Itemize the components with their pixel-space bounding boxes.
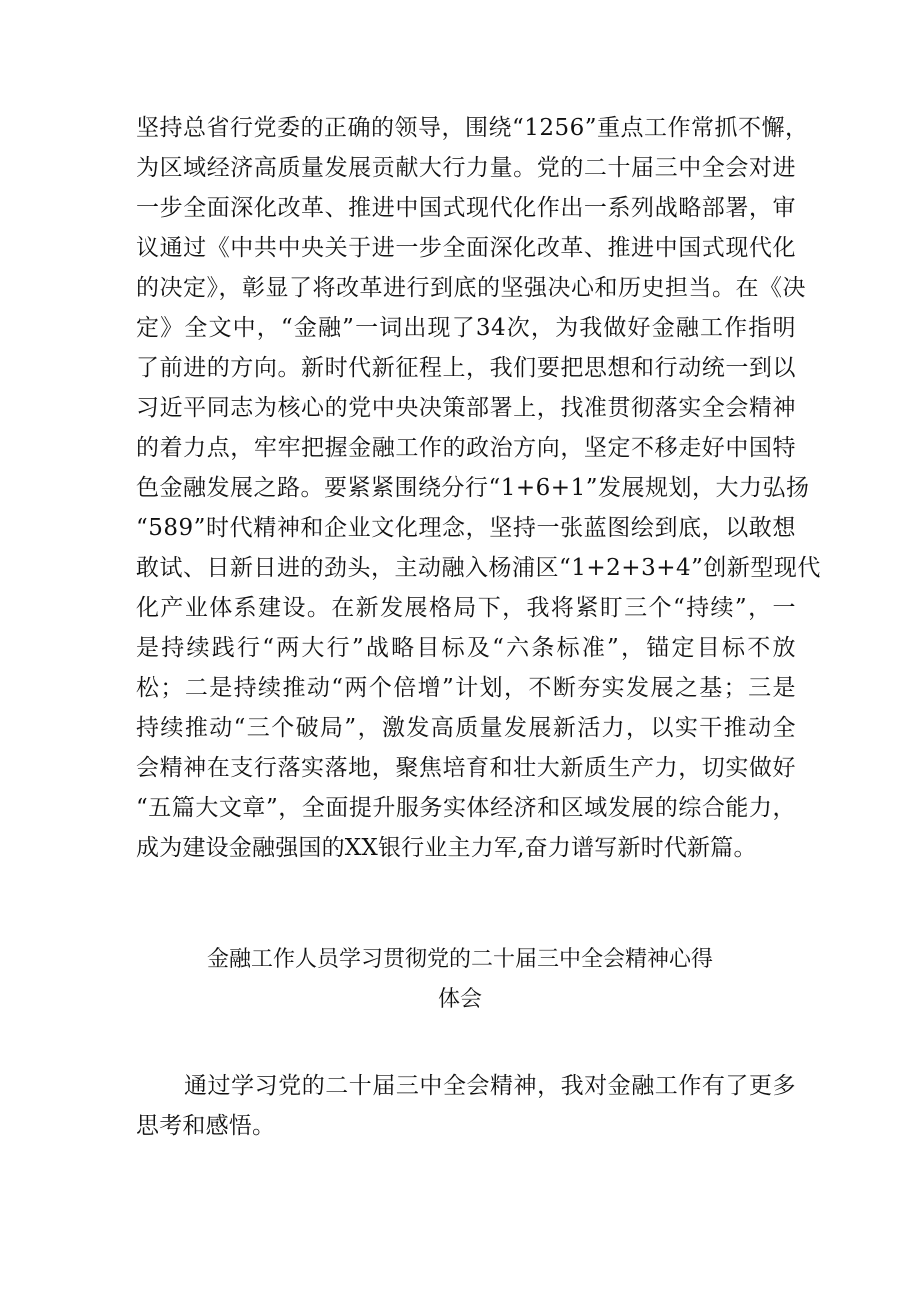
paragraph-line: “589”时代精神和企业文化理念，坚持一张蓝图绘到底，以敢想 xyxy=(136,515,796,541)
paragraph-line: 敢试、日新日进的劲头，主动融入杨浦区“1+2+3+4”创新型现代 xyxy=(136,555,821,581)
article-title-line-1: 金融工作人员学习贯彻党的二十届三中全会精神心得 xyxy=(206,947,713,972)
paragraph-line: 习近平同志为核心的党中央决策部署上，找准贯彻落实全会精神 xyxy=(136,395,796,421)
article-title xyxy=(120,940,800,1020)
paragraph-line: 色金融发展之路。要紧紧围绕分行“1+6+1”发展规划，大力弘扬 xyxy=(136,475,810,501)
intro-paragraph xyxy=(136,1066,796,1146)
paragraph-line: 坚持总省行党委的正确的领导，围绕“1256”重点工作常抓不懈， xyxy=(136,115,809,141)
body-paragraph xyxy=(136,108,821,868)
paragraph-line: 思考和感悟。 xyxy=(136,1113,276,1139)
paragraph-line: 成为建设金融强国的XX银行业主力军,奋力谱写新时代新篇。 xyxy=(136,835,757,861)
paragraph-line: 会精神在支行落实落地，聚焦培育和壮大新质生产力，切实做好 xyxy=(136,755,796,781)
paragraph-line: 通过学习党的二十届三中全会精神，我对金融工作有了更多 xyxy=(184,1073,796,1099)
paragraph-line: 是持续践行“两大行”战略目标及“六条标准”，锚定目标不放 xyxy=(136,635,796,661)
paragraph-line: 松；二是持续推动“两个倍增”计划，不断夯实发展之基；三是 xyxy=(136,675,796,701)
paragraph-line: 持续推动“三个破局”，激发高质量发展新活力，以实干推动全 xyxy=(136,715,796,741)
paragraph-line: 的决定》，彰显了将改革进行到底的坚强决心和历史担当。在《决 xyxy=(136,275,806,301)
paragraph-line: “五篇大文章”，全面提升服务实体经济和区域发展的综合能力， xyxy=(136,795,796,821)
paragraph-line: 议通过《中共中央关于进一步全面深化改革、推进中国式现代化 xyxy=(136,235,796,261)
paragraph-line: 一步全面深化改革、推进中国式现代化作出一系列战略部署，审 xyxy=(136,195,796,221)
paragraph-line: 为区域经济高质量发展贡献大行力量。党的二十届三中全会对进 xyxy=(136,155,796,181)
paragraph-line: 定》全文中，“金融”一词出现了34次，为我做好金融工作指明 xyxy=(136,315,796,341)
paragraph-line: 了前进的方向。新时代新征程上，我们要把思想和行动统一到以 xyxy=(136,355,796,381)
paragraph-line: 的着力点，牢牢把握金融工作的政治方向，坚定不移走好中国特 xyxy=(136,435,796,461)
article-title-line-2: 体会 xyxy=(437,987,482,1012)
paragraph-line: 化产业体系建设。在新发展格局下，我将紧盯三个“持续”，一 xyxy=(136,595,796,621)
